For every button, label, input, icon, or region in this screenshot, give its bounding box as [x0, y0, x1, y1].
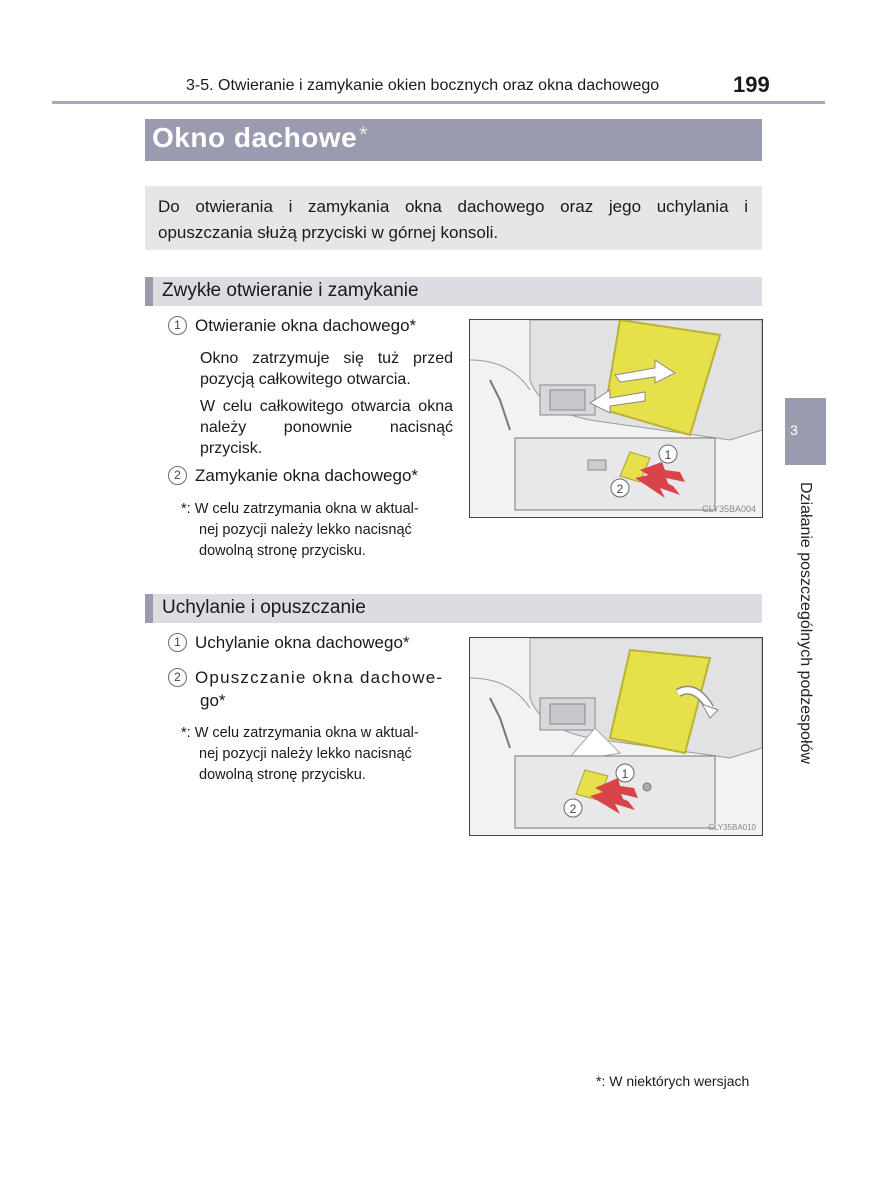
list-item-tilt-down — [168, 668, 454, 688]
callout-number: 1 — [621, 767, 629, 781]
number-circle: 1 — [168, 316, 187, 335]
figure-tilt-switch — [469, 637, 763, 836]
page-number: 199 — [733, 72, 770, 97]
figure-slide-switch — [469, 319, 763, 518]
item-label: Opuszczanie okna dachowe- — [195, 668, 444, 687]
title-asterisk: * — [359, 122, 369, 147]
footnote-stop — [181, 723, 453, 786]
page-footnote: *: W niektórych wersjach — [596, 1073, 750, 1089]
item-label: Zamykanie okna dachowego* — [195, 466, 419, 485]
inset-frame — [515, 438, 715, 510]
chapter-number: 3 — [790, 422, 798, 438]
figure-code: CLY35BA004 — [702, 504, 756, 514]
running-header: 3-5. Otwieranie i zamykanie okien bocznych oraz okna dachowego — [186, 77, 660, 94]
sunroof-tilt-illustration — [470, 638, 762, 835]
section-heading-tilt: Uchylanie i opuszczanie — [162, 597, 366, 618]
section-heading-normal-operation: Zwykłe otwieranie i zamykanie — [162, 280, 419, 301]
callout-number: 2 — [616, 482, 624, 496]
chapter-title-vertical: Działanie poszczególnych podzespołów — [797, 482, 814, 764]
note-line: dowolną stronę przycisku. — [199, 767, 366, 783]
number-circle: 1 — [168, 633, 187, 652]
callout-number: 1 — [664, 448, 672, 462]
number-circle: 2 — [168, 466, 187, 485]
list-item-close — [168, 466, 418, 486]
item-label: Otwieranie okna dachowego* — [195, 316, 417, 335]
footnote-stop — [181, 499, 453, 562]
number-circle: 2 — [168, 668, 187, 687]
section-heading-accent — [145, 277, 153, 306]
callout-number: 2 — [569, 802, 577, 816]
page-title-text: Okno dachowe — [152, 122, 358, 153]
item-description: Okno zatrzymuje się tuż przed pozycją całkowitego otwarcia. — [200, 350, 453, 388]
item-label-continuation: go* — [200, 691, 226, 710]
note-line: *: W celu zatrzymania okna w aktual- — [181, 725, 419, 741]
section-heading-accent — [145, 594, 153, 623]
list-item-open — [168, 316, 416, 336]
note-line: nej pozycji należy lekko nacisnąć — [199, 522, 412, 538]
intro-text: Do otwierania i zamykania okna dachowego oraz jego uchylania i opuszczania służą przyciski w górnej konsoli. — [158, 197, 748, 242]
list-item-tilt-up — [168, 633, 410, 653]
note-line: *: W celu zatrzymania okna w aktual- — [181, 501, 419, 517]
page-title — [152, 122, 368, 154]
sunroof-slide-illustration — [470, 320, 762, 517]
note-line: dowolną stronę przycisku. — [199, 543, 366, 559]
note-line: nej pozycji należy lekko nacisnąć — [199, 746, 412, 762]
item-description: W celu całkowitego otwarcia okna należy ponownie nacisnąć przycisk. — [200, 398, 453, 457]
item-label: Uchylanie okna dachowego* — [195, 633, 410, 652]
figure-code: CLY35BA010 — [708, 823, 756, 832]
header-rule — [52, 101, 825, 104]
